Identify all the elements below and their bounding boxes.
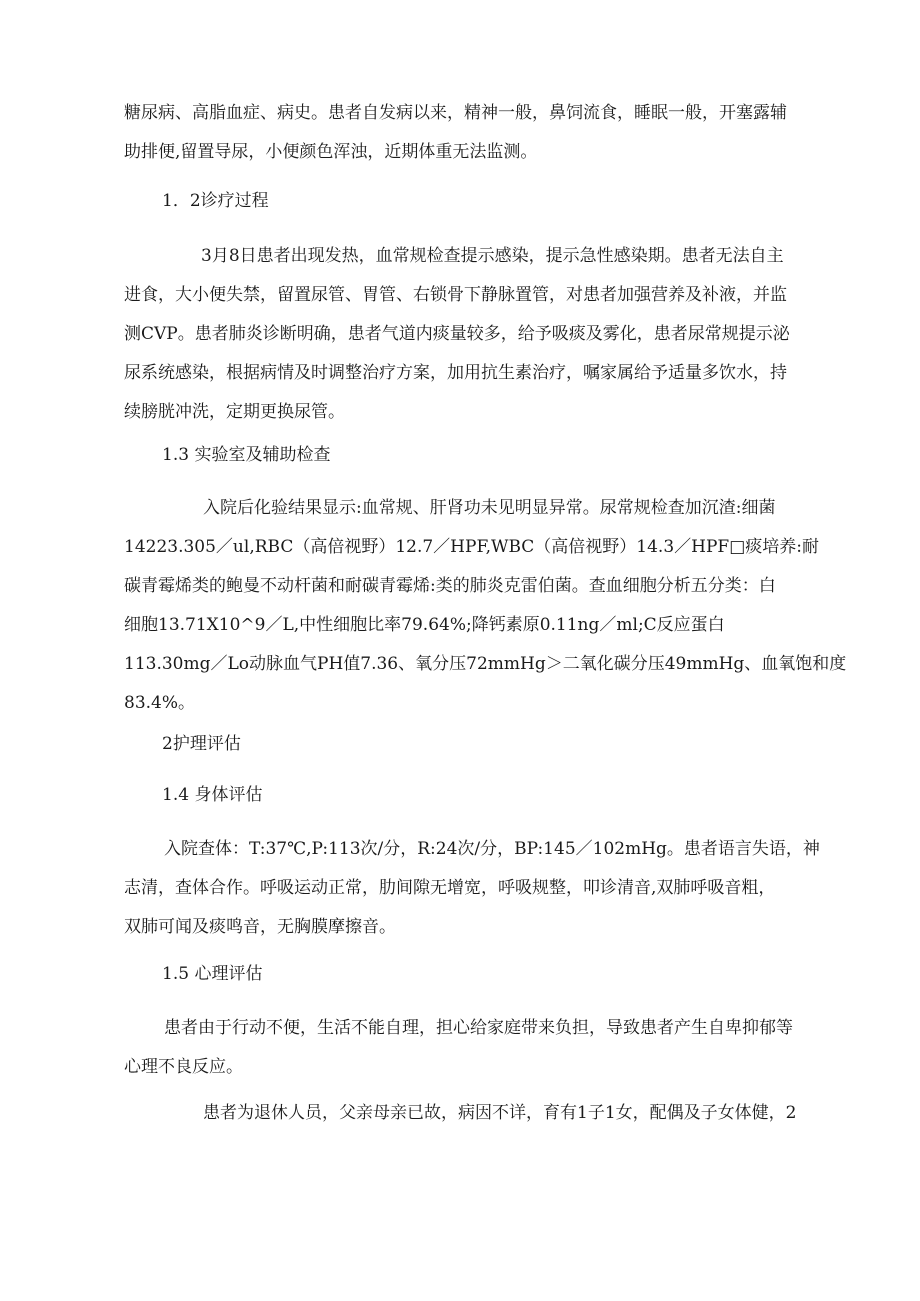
section-heading-1-3: 1.3 实验室及辅助检查: [162, 445, 331, 465]
text-line: 心理不良反应。: [124, 1057, 243, 1077]
text-line: 113.30mg／Lo动脉血气PH值7.36、氧分压72mmHg＞二氧化碳分压49mmHg、血氧饱和度: [124, 654, 847, 674]
section-heading-1-4: 1.4 身体评估: [162, 785, 263, 805]
text-line: 3月8日患者出现发热，血常规检查提示感染，提示急性感染期。患者无法自主: [201, 246, 784, 266]
text-line: 双肺可闻及痰鸣音，无胸膜摩擦音。: [124, 917, 396, 937]
text-line: 患者由于行动不便，生活不能自理，担心给家庭带来负担，导致患者产生自卑抑郁等: [164, 1018, 793, 1038]
text-line: 14223.305／ul,RBC（高倍视野）12.7／HPF,WBC（高倍视野）14.3／HPF□痰培养:耐: [124, 537, 819, 557]
paragraph-last: [124, 1094, 806, 1133]
text-line: 糖尿病、高脂血症、病史。患者自发病以来，精神一般，鼻饲流食，睡眠一般，开塞露辅: [124, 103, 787, 123]
section-heading-1-2: 1．2诊疗过程: [162, 191, 269, 211]
paragraph-intro: [124, 94, 806, 172]
text-line: 助排便,留置导尿，小便颜色浑浊，近期体重无法监测。: [124, 142, 538, 162]
text-line: 入院查体：T:37℃,P:113次/分，R:24次/分，BP:145／102mHg。患者语言失语，神: [164, 839, 820, 859]
text-line: 续膀胱冲洗，定期更换尿管。: [124, 402, 345, 422]
paragraph-1-4: [124, 830, 820, 947]
paragraph-1-2: [124, 237, 806, 432]
text-line: 进食，大小便失禁，留置尿管、胃管、右锁骨下静脉置管，对患者加强营养及补液，并监: [124, 285, 787, 305]
paragraph-1-3: [124, 489, 847, 723]
section-heading-2: 2护理评估: [162, 734, 241, 754]
text-line: 患者为退休人员，父亲母亲已故，病因不详，育有1子1女，配偶及子女体健，2: [203, 1103, 797, 1123]
text-line: 碳青霉烯类的鲍曼不动杆菌和耐碳青霉烯:类的肺炎克雷伯菌。查血细胞分析五分类：白: [124, 576, 776, 596]
text-line: 细胞13.71X10^9／L,中性细胞比率79.64%;降钙素原0.11ng／ml;C反应蛋白: [124, 615, 725, 635]
text-line: 测CVP。患者肺炎诊断明确，患者气道内痰量较多，给予吸痰及雾化，患者尿常规提示泌: [124, 324, 790, 344]
section-heading-1-5: 1.5 心理评估: [162, 964, 263, 984]
text-line: 志清，查体合作。呼吸运动正常，肋间隙无增宽，呼吸规整，叩诊清音,双肺呼吸音粗，: [124, 878, 776, 898]
text-line: 83.4%。: [124, 693, 196, 713]
text-line: 尿系统感染，根据病情及时调整治疗方案，加用抗生素治疗，嘱家属给予适量多饮水，持: [124, 363, 787, 383]
text-line: 入院后化验结果显示:血常规、肝肾功未见明显异常。尿常规检查加沉渣:细菌: [203, 498, 776, 518]
paragraph-1-5: [124, 1009, 806, 1087]
